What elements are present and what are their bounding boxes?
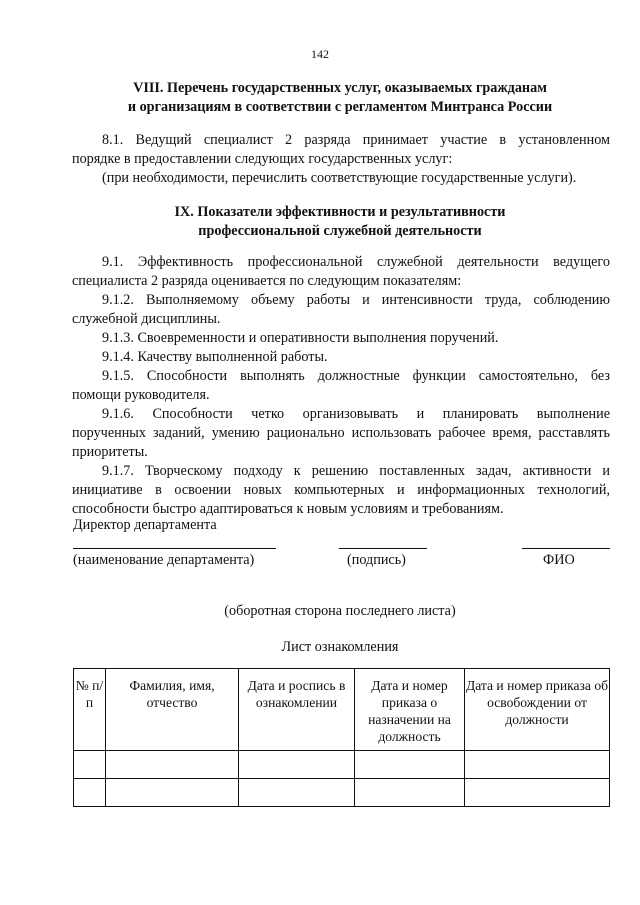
header-ack-date: Дата и роспись в ознакомлении: [239, 669, 355, 751]
paragraph-line: 9.1.6. Способности четко организовывать и планировать выполнение: [102, 406, 610, 422]
paragraph-line: 9.1.4. Качеству выполненной работы.: [102, 349, 328, 365]
acknowledgement-table: [73, 668, 610, 807]
paragraph-line: приоритеты.: [72, 444, 148, 460]
dept-label: (наименование департамента): [73, 552, 255, 568]
paragraph-line: порядке в предоставлении следующих государственных услуг:: [72, 151, 453, 167]
table-cell[interactable]: [355, 751, 465, 779]
paragraph-line: инициативе в освоении новых компьютерных и информационных технологий,: [72, 482, 610, 498]
table-header-row: [74, 669, 610, 751]
page-number: 142: [311, 47, 329, 61]
table-cell[interactable]: [239, 751, 355, 779]
section9-heading: [70, 203, 610, 241]
section9-body: [72, 253, 610, 519]
acknowledgement-title: Лист ознакомления: [281, 639, 399, 655]
paragraph-line: 9.1. Эффективность профессиональной служебной деятельности ведущего: [102, 254, 610, 270]
signature-title: Директор департамента: [73, 517, 217, 533]
paragraph-line: специалиста 2 разряда оценивается по следующим показателям:: [72, 273, 462, 289]
dept-signature-line: [73, 548, 276, 549]
section9-heading-line1: IX. Показатели эффективности и результативности: [174, 204, 506, 220]
paragraph-line: 9.1.2. Выполняемому объему работы и интенсивности труда, соблюдению: [102, 292, 610, 308]
table-cell[interactable]: [74, 751, 106, 779]
sign-signature-line: [339, 548, 427, 549]
paragraph-line: 9.1.7. Творческому подходу к решению поставленных задач, активности и: [102, 463, 610, 479]
header-dismissal-order: Дата и номер приказа об освобождении от должности: [465, 669, 610, 751]
name-signature-line: [522, 548, 610, 549]
section8-paragraph-1: [72, 131, 610, 188]
name-label: ФИО: [543, 552, 575, 568]
reverse-side-note: (оборотная сторона последнего листа): [224, 603, 456, 619]
paragraph-line: (при необходимости, перечислить соответствующие государственные услуги).: [102, 170, 577, 186]
section8-heading-line1: VIII. Перечень государственных услуг, оказываемых гражданам: [133, 80, 547, 96]
paragraph-line: 9.1.5. Способности выполнять должностные функции самостоятельно, без: [102, 368, 610, 384]
sign-label: (подпись): [347, 552, 406, 568]
header-appointment-order: Дата и номер приказа о назначении на должность: [355, 669, 465, 751]
table-cell[interactable]: [106, 751, 239, 779]
header-number: № п/п: [74, 669, 106, 751]
header-full-name: Фамилия, имя, отчество: [106, 669, 239, 751]
table-row: [74, 751, 610, 779]
table-cell[interactable]: [239, 779, 355, 807]
section8-heading-line2: и организациям в соответствии с регламентом Минтранса России: [127, 99, 553, 115]
table-cell[interactable]: [74, 779, 106, 807]
paragraph-line: 8.1. Ведущий специалист 2 разряда принимает участие в установленном: [102, 132, 610, 148]
table-row: [74, 779, 610, 807]
section8-heading: [70, 79, 610, 117]
paragraph-line: служебной дисциплины.: [72, 311, 221, 327]
table-cell[interactable]: [106, 779, 239, 807]
paragraph-line: 9.1.3. Своевременности и оперативности выполнения поручений.: [102, 330, 499, 346]
section9-heading-line2: профессиональной служебной деятельности: [198, 223, 482, 239]
table-cell[interactable]: [465, 779, 610, 807]
paragraph-line: способности быстро адаптироваться к новым условиям и требованиям.: [72, 501, 504, 517]
paragraph-line: порученных заданий, умению рационально использовать рабочее время, расставлять: [72, 425, 610, 441]
paragraph-line: помощи руководителя.: [72, 387, 210, 403]
table-cell[interactable]: [355, 779, 465, 807]
table-cell[interactable]: [465, 751, 610, 779]
